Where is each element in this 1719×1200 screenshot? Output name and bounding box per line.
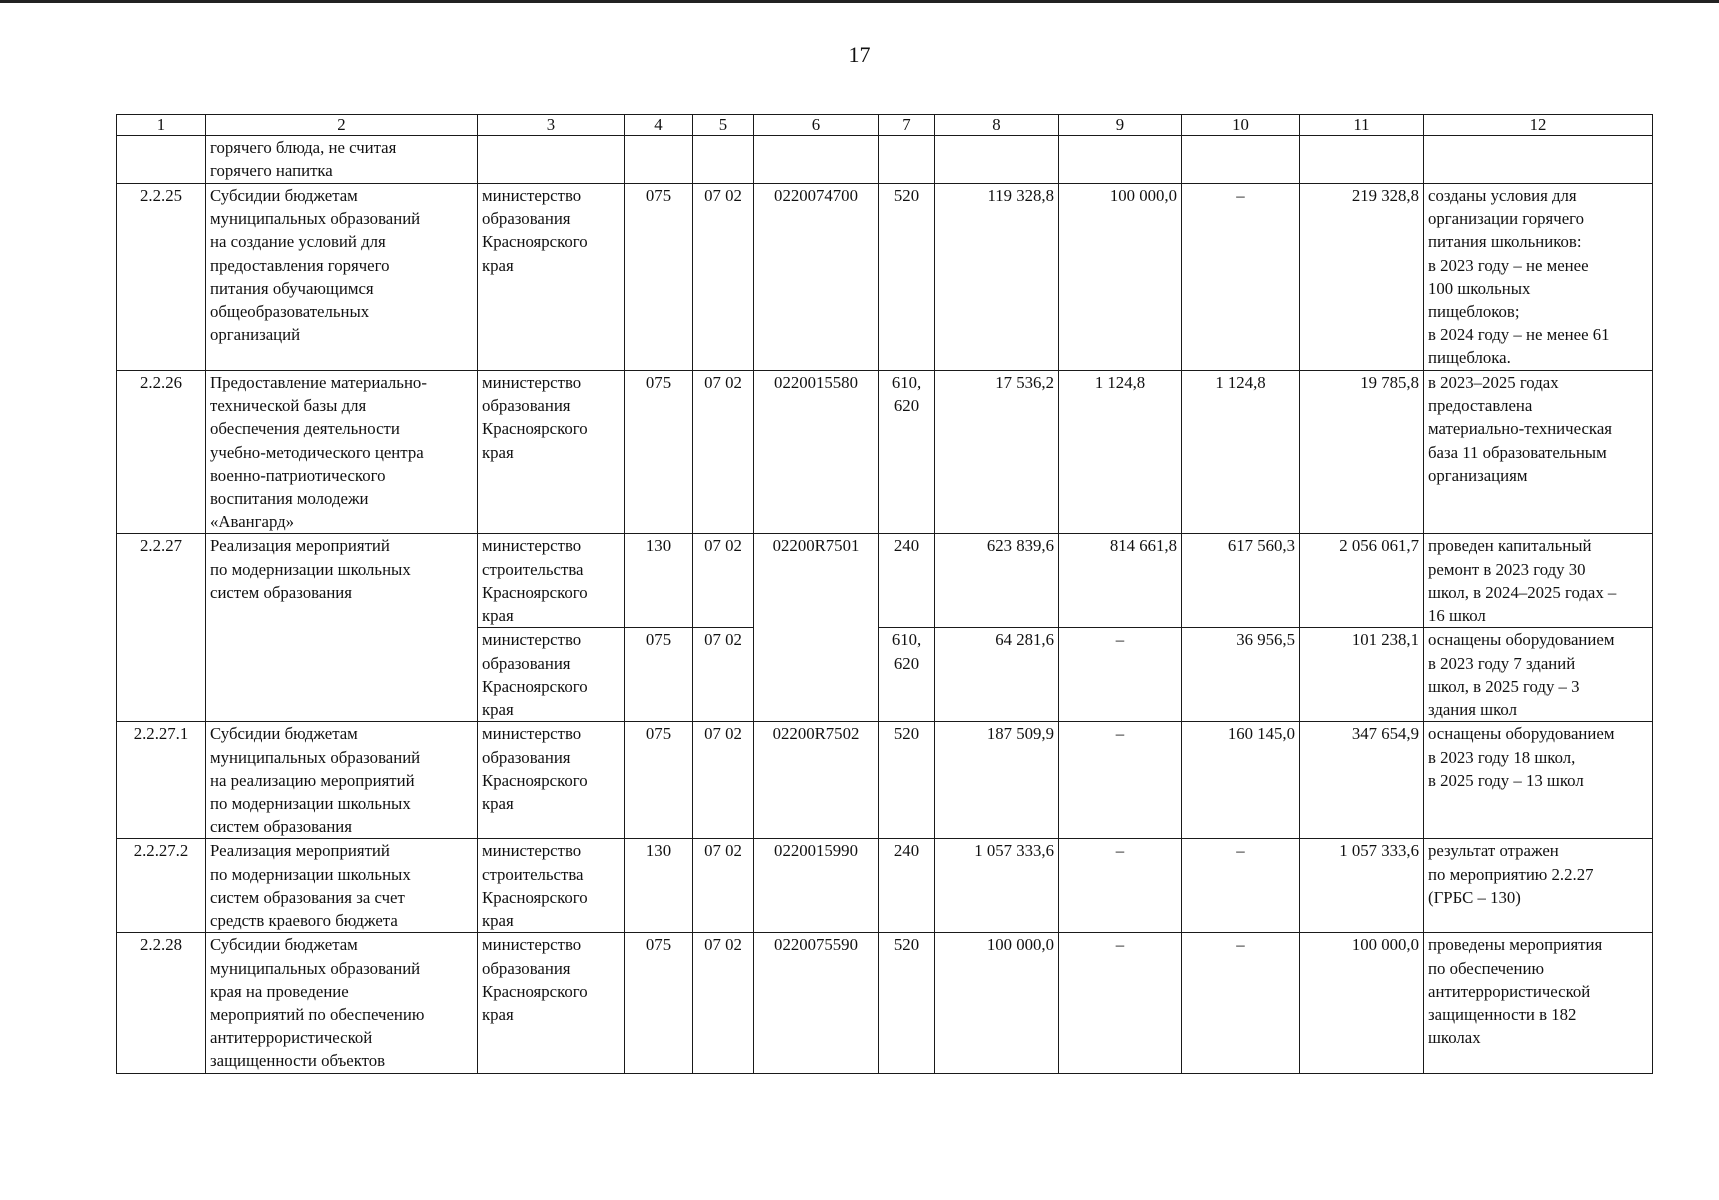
col6-cell: 0220075590 — [754, 933, 879, 1073]
col10-cell: 160 145,0 — [1182, 722, 1300, 839]
column-header: 12 — [1424, 115, 1653, 136]
col7-cell — [879, 184, 935, 371]
text-line: муниципальных образований — [210, 747, 421, 767]
col8-cell: 119 328,8 — [935, 184, 1059, 371]
text-line: края — [482, 606, 514, 626]
text-line: Красноярского — [482, 981, 588, 1001]
text-line: Реализация мероприятий — [210, 841, 390, 861]
text-line: созданы условия для — [1428, 186, 1577, 205]
text-line: 100 школьных — [1428, 278, 1531, 298]
col6-cell: 0220015580 — [754, 371, 879, 534]
column-header: 8 — [935, 115, 1059, 136]
budget-table — [116, 114, 1653, 1074]
col5-cell — [693, 136, 754, 184]
col6-cell: 02200R7502 — [754, 722, 879, 839]
col11-cell: 219 328,8 — [1300, 184, 1424, 371]
text-line: воспитания молодежи — [210, 489, 369, 509]
text-line: 240 — [893, 841, 920, 861]
text-line: технической базы для — [210, 396, 367, 416]
col7-cell — [879, 933, 935, 1073]
text-line: по обеспечению — [1428, 958, 1544, 978]
text-line: школ, в 2025 году – 3 — [1428, 676, 1580, 696]
col7-cell — [879, 534, 935, 628]
text-line: защищенности в 182 — [1428, 1005, 1577, 1025]
column-header: 11 — [1300, 115, 1424, 136]
text-line: края — [482, 442, 514, 462]
column-header: 5 — [693, 115, 754, 136]
row-number-cell: 2.2.25 — [117, 184, 206, 371]
col7-cell — [879, 136, 935, 184]
text-line: на реализацию мероприятий — [210, 770, 415, 790]
column-header: 10 — [1182, 115, 1300, 136]
text-line: пищеблока. — [1428, 348, 1511, 368]
column-header-row — [117, 115, 1653, 136]
col7-cell — [879, 839, 935, 933]
text-line: в 2025 году – 13 школ — [1428, 770, 1584, 790]
col8-cell: 187 509,9 — [935, 722, 1059, 839]
col5-cell: 07 02 — [693, 722, 754, 839]
text-line: в 2023–2025 годах — [1428, 373, 1559, 392]
row-number-cell: 2.2.27 — [117, 534, 206, 722]
text-line: Красноярского — [482, 676, 588, 696]
column-header: 1 — [117, 115, 206, 136]
text-line: общеобразовательных — [210, 302, 370, 322]
col5-cell: 07 02 — [693, 534, 754, 628]
text-line: министерство — [482, 724, 582, 744]
text-line: образования — [482, 747, 571, 767]
col9-cell: 100 000,0 — [1059, 184, 1182, 371]
col5-cell: 07 02 — [693, 933, 754, 1073]
page-number: 17 — [848, 42, 871, 67]
text-line: образования — [482, 209, 571, 229]
ministry-cell — [478, 933, 625, 1073]
text-line: края — [482, 911, 514, 931]
ministry-cell — [478, 534, 625, 628]
text-line: школах — [1428, 1028, 1481, 1048]
text-line: министерство — [482, 373, 582, 392]
row-number-cell: 2.2.28 — [117, 933, 206, 1073]
ministry-cell — [478, 136, 625, 184]
text-line: 16 школ — [1428, 606, 1486, 626]
col6-cell: 0220074700 — [754, 184, 879, 371]
row-number-cell: 2.2.26 — [117, 371, 206, 534]
col6-cell: 0220015990 — [754, 839, 879, 933]
text-line: горячего блюда, не считая — [210, 138, 397, 157]
col5-cell: 07 02 — [693, 184, 754, 371]
text-line: Реализация мероприятий — [210, 536, 390, 556]
col10-cell: – — [1182, 933, 1300, 1073]
text-line: 520 — [893, 186, 920, 205]
col7-cell — [879, 628, 935, 722]
table-row-2-2-25 — [117, 184, 1653, 371]
col8-cell: 100 000,0 — [935, 933, 1059, 1073]
text-line: в 2023 году 7 зданий — [1428, 653, 1576, 673]
text-line: горячего напитка — [210, 161, 333, 181]
text-line: образования — [482, 396, 571, 416]
ministry-cell — [478, 628, 625, 722]
col7-cell — [879, 371, 935, 534]
table-row-2-2-27 — [117, 534, 1653, 628]
text-line: результат отражен — [1428, 841, 1559, 861]
text-line: Предоставление материально- — [210, 373, 427, 392]
text-line: питания обучающимся — [210, 278, 374, 298]
column-header: 2 — [206, 115, 478, 136]
text-line: учебно-методического центра — [210, 442, 424, 462]
text-line: 620 — [893, 396, 920, 416]
ministry-cell — [478, 722, 625, 839]
measure-name-cell — [206, 933, 478, 1073]
col8-cell — [935, 136, 1059, 184]
col10-cell: – — [1182, 839, 1300, 933]
col4-cell: 130 — [625, 839, 693, 933]
row-number-cell: 2.2.27.1 — [117, 722, 206, 839]
text-line: в 2024 году – не менее 61 — [1428, 325, 1610, 345]
text-line: систем образования — [210, 582, 352, 602]
text-line: по модернизации школьных — [210, 559, 411, 579]
text-line: Красноярского — [482, 419, 588, 439]
result-cell — [1424, 933, 1653, 1073]
text-line: организаций — [210, 325, 301, 345]
col11-cell: 100 000,0 — [1300, 933, 1424, 1073]
text-line: Субсидии бюджетам — [210, 186, 358, 205]
ministry-cell — [478, 184, 625, 371]
scan-edge — [0, 0, 1719, 3]
measure-name-cell — [206, 136, 478, 184]
col11-cell: 2 056 061,7 — [1300, 534, 1424, 628]
text-line: питания школьников: — [1428, 232, 1582, 252]
result-cell — [1424, 534, 1653, 628]
col4-cell: 075 — [625, 628, 693, 722]
text-line: 610, — [891, 630, 922, 650]
col7-cell — [879, 722, 935, 839]
text-line: Красноярского — [482, 770, 588, 790]
text-line: в 2023 году – не менее — [1428, 255, 1589, 275]
text-line: Субсидии бюджетам — [210, 724, 358, 744]
col9-cell: 814 661,8 — [1059, 534, 1182, 628]
col4-cell: 075 — [625, 184, 693, 371]
result-cell — [1424, 136, 1653, 184]
col11-cell: 101 238,1 — [1300, 628, 1424, 722]
result-cell — [1424, 722, 1653, 839]
text-line: систем образования за счет — [210, 887, 405, 907]
text-line: предоставлена — [1428, 396, 1533, 416]
measure-name-cell — [206, 839, 478, 933]
text-line: здания школ — [1428, 700, 1517, 720]
col10-cell: – — [1182, 184, 1300, 371]
text-line: министерство — [482, 841, 582, 861]
col10-cell — [1182, 136, 1300, 184]
text-line: строительства — [482, 864, 584, 884]
table-row-continuation — [117, 136, 1653, 184]
col6-cell — [754, 136, 879, 184]
column-header: 9 — [1059, 115, 1182, 136]
text-line: министерство — [482, 536, 582, 556]
measure-name-cell — [206, 184, 478, 371]
text-line: военно-патриотического — [210, 465, 386, 485]
col5-cell: 07 02 — [693, 839, 754, 933]
col11-cell: 1 057 333,6 — [1300, 839, 1424, 933]
text-line: обеспечения деятельности — [210, 419, 400, 439]
table-row-2-2-28 — [117, 933, 1653, 1073]
text-line: 240 — [893, 536, 920, 556]
text-line: пищеблоков; — [1428, 302, 1520, 322]
text-line: муниципальных образований — [210, 209, 421, 229]
text-line: оснащены оборудованием — [1428, 630, 1615, 650]
measure-name-cell — [206, 534, 478, 722]
text-line: Красноярского — [482, 582, 588, 602]
text-line: края — [482, 255, 514, 275]
ministry-cell — [478, 839, 625, 933]
text-line: материально-техническая — [1428, 419, 1612, 439]
text-line: оснащены оборудованием — [1428, 724, 1615, 744]
col8-cell: 17 536,2 — [935, 371, 1059, 534]
result-cell — [1424, 371, 1653, 534]
col4-cell: 075 — [625, 371, 693, 534]
text-line: (ГРБС – 130) — [1428, 887, 1521, 907]
ministry-cell — [478, 371, 625, 534]
column-header: 3 — [478, 115, 625, 136]
text-line: проведен капитальный — [1428, 536, 1592, 556]
column-header: 6 — [754, 115, 879, 136]
text-line: мероприятий по обеспечению — [210, 1005, 425, 1025]
text-line: антитеррористической — [210, 1028, 373, 1048]
text-line: средств краевого бюджета — [210, 911, 398, 931]
column-header: 4 — [625, 115, 693, 136]
col9-cell: – — [1059, 933, 1182, 1073]
text-line: база 11 образовательным — [1428, 442, 1607, 462]
text-line: школ, в 2024–2025 годах – — [1428, 582, 1617, 602]
text-line: 620 — [893, 653, 920, 673]
text-line: проведены мероприятия — [1428, 935, 1603, 955]
result-cell — [1424, 839, 1653, 933]
text-line: 520 — [893, 935, 920, 955]
text-line: антитеррористической — [1428, 981, 1591, 1001]
text-line: систем образования — [210, 817, 352, 837]
measure-name-cell — [206, 722, 478, 839]
col5-cell: 07 02 — [693, 628, 754, 722]
measure-name-cell — [206, 371, 478, 534]
col4-cell — [625, 136, 693, 184]
table-row-2-2-27-1 — [117, 722, 1653, 839]
result-cell — [1424, 628, 1653, 722]
row-number-cell: 2.2.27.2 — [117, 839, 206, 933]
col8-cell: 623 839,6 — [935, 534, 1059, 628]
col9-cell: – — [1059, 839, 1182, 933]
text-line: Красноярского — [482, 887, 588, 907]
text-line: края — [482, 794, 514, 814]
result-cell — [1424, 184, 1653, 371]
text-line: министерство — [482, 186, 582, 205]
col8-cell: 1 057 333,6 — [935, 839, 1059, 933]
text-line: «Авангард» — [210, 512, 295, 532]
col10-cell: 36 956,5 — [1182, 628, 1300, 722]
col5-cell: 07 02 — [693, 371, 754, 534]
text-line: защищенности объектов — [210, 1051, 386, 1071]
col4-cell: 075 — [625, 933, 693, 1073]
text-line: края — [482, 700, 514, 720]
text-line: строительства — [482, 559, 584, 579]
col11-cell: 19 785,8 — [1300, 371, 1424, 534]
text-line: образования — [482, 958, 571, 978]
text-line: края — [482, 1005, 514, 1025]
table-row-2-2-27-2 — [117, 839, 1653, 933]
text-line: организации горячего — [1428, 209, 1584, 229]
text-line: муниципальных образований — [210, 958, 421, 978]
col9-cell: – — [1059, 628, 1182, 722]
text-line: края на проведение — [210, 981, 349, 1001]
col4-cell: 075 — [625, 722, 693, 839]
col8-cell: 64 281,6 — [935, 628, 1059, 722]
col10-cell: 1 124,8 — [1182, 371, 1300, 534]
text-line: Красноярского — [482, 232, 588, 252]
text-line: на создание условий для — [210, 232, 386, 252]
col9-cell — [1059, 136, 1182, 184]
col6-cell: 02200R7501 — [754, 534, 879, 722]
text-line: образования — [482, 653, 571, 673]
col9-cell: – — [1059, 722, 1182, 839]
col11-cell — [1300, 136, 1424, 184]
text-line: по модернизации школьных — [210, 864, 411, 884]
col9-cell: 1 124,8 — [1059, 371, 1182, 534]
text-line: министерство — [482, 935, 582, 955]
column-header: 7 — [879, 115, 935, 136]
col10-cell: 617 560,3 — [1182, 534, 1300, 628]
text-line: организациям — [1428, 465, 1528, 485]
text-line: по модернизации школьных — [210, 794, 411, 814]
text-line: 520 — [893, 724, 920, 744]
text-line: 610, — [891, 373, 922, 392]
row-number-cell — [117, 136, 206, 184]
text-line: министерство — [482, 630, 582, 650]
col11-cell: 347 654,9 — [1300, 722, 1424, 839]
text-line: Субсидии бюджетам — [210, 935, 358, 955]
text-line: предоставления горячего — [210, 255, 390, 275]
text-line: по мероприятию 2.2.27 — [1428, 864, 1594, 884]
text-line: ремонт в 2023 году 30 — [1428, 559, 1586, 579]
table-row-2-2-26 — [117, 371, 1653, 534]
text-line: в 2023 году 18 школ, — [1428, 747, 1576, 767]
col4-cell: 130 — [625, 534, 693, 628]
